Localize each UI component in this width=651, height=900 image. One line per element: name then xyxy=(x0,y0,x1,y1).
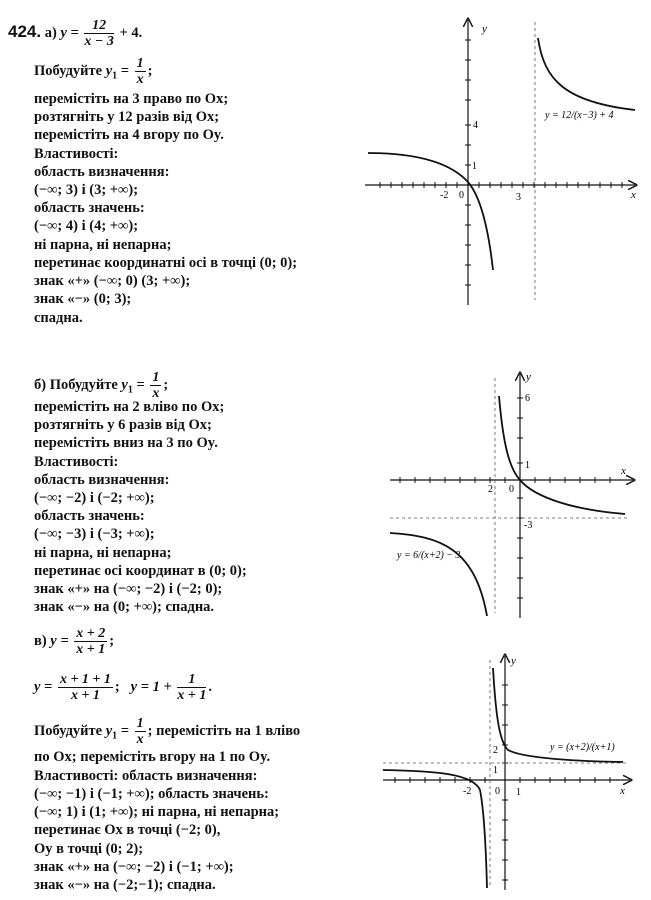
prop-line: область визначення: xyxy=(34,164,170,180)
prop-line: знак «−» на (−2;−1); спадна. xyxy=(34,877,216,893)
prop-line: по Ox; перемістіть вгору на 1 по Oy. xyxy=(34,749,271,765)
step-line: перемістіть вниз на 3 по Oy. xyxy=(34,435,218,451)
prop-line: область значень: xyxy=(34,200,145,216)
step-line: перемістіть на 3 право по Ox; xyxy=(34,91,229,107)
tick-label: 2 xyxy=(488,484,493,495)
tick-label: 0 xyxy=(509,484,514,495)
x-axis-label: x xyxy=(621,465,626,477)
tick-label: 2 xyxy=(493,745,498,756)
prop-line: область значень: xyxy=(34,508,145,524)
x-axis-label: x xyxy=(620,785,625,797)
graph-b xyxy=(385,368,645,623)
y-axis-label: y xyxy=(482,23,487,35)
tick-label: -2 xyxy=(440,190,449,201)
graph-c xyxy=(378,650,643,895)
prop-line: спадна. xyxy=(34,310,83,326)
part-c-build: Побудуйте $y_1$ = $\frac{1}{x}$ ; перемістіть на 1 вліво xyxy=(34,716,301,747)
tick-label: 1 xyxy=(493,765,498,776)
prop-line: ні парна, ні непарна; xyxy=(34,237,172,253)
prop-line: знак «−» (0; 3); xyxy=(34,291,132,307)
exercise-number: 424. xyxy=(8,21,42,41)
prop-line: ні парна, ні непарна; xyxy=(34,545,172,561)
prop-line: (−∞; 1) і (1; +∞); ні парна, ні непарна; xyxy=(34,804,280,820)
prop-line: перетинає осі координат в (0; 0); xyxy=(34,563,247,579)
prop-line: Oy в точці (0; 2); xyxy=(34,841,144,857)
prop-line: область визначення: xyxy=(34,472,170,488)
y-axis-label: y xyxy=(526,371,531,383)
step-line: розтягніть у 12 разів від Ox; xyxy=(34,109,220,125)
step-line: розтягніть у 6 разів від Ox; xyxy=(34,417,212,433)
prop-line: Властивості: xyxy=(34,454,119,470)
curve-branch-left xyxy=(390,533,487,616)
tick-label: 3 xyxy=(516,192,521,203)
part-a-equation: 424. а) y = $\frac{12}{x - 3}$ + 4. xyxy=(8,18,143,49)
y-axis-label: y xyxy=(511,655,516,667)
curve-label: y = 6/(x+2) − 3 xyxy=(397,550,461,561)
step-line: перемістіть на 2 вліво по Ox; xyxy=(34,399,225,415)
curve-branch-right xyxy=(538,38,635,110)
tick-label: -3 xyxy=(524,520,533,531)
tick-label: 4 xyxy=(473,120,478,131)
curve-label: y = 12/(x−3) + 4 xyxy=(545,110,614,121)
tick-label: 1 xyxy=(516,787,521,798)
curve-branch-right xyxy=(499,396,625,514)
prop-line: Властивості: область визначення: xyxy=(34,768,258,784)
tick-label: 6 xyxy=(525,393,530,404)
graph-a xyxy=(360,10,645,310)
tick-label: 0 xyxy=(495,786,500,797)
prop-line: перетинає Ox в точці (−2; 0), xyxy=(34,822,221,838)
prop-line: (−∞; −2) і (−2; +∞); xyxy=(34,490,155,506)
tick-label: 1 xyxy=(472,161,477,172)
tick-label: 1 xyxy=(525,460,530,471)
tick-label: 0 xyxy=(459,190,464,201)
prop-line: перетинає координатні осі в точці (0; 0); xyxy=(34,255,298,271)
prop-line: знак «−» на (0; +∞); спадна. xyxy=(34,599,215,615)
prop-line: (−∞; 3) і (3; +∞); xyxy=(34,182,139,198)
fraction: $\frac{12}{x - 3}$ xyxy=(84,18,114,49)
tick-label: -2 xyxy=(463,786,472,797)
prop-line: (−∞; 4) і (4; +∞); xyxy=(34,218,139,234)
prop-line: знак «+» на (−∞; −2) і (−2; 0); xyxy=(34,581,223,597)
curve-label: y = (x+2)/(x+1) xyxy=(550,742,615,753)
prop-line: Властивості: xyxy=(34,146,119,162)
part-a-build: Побудуйте $y_1$ = $\frac{1}{x}$ ; xyxy=(34,56,153,87)
prop-line: знак «+» на (−∞; −2) і (−1; +∞); xyxy=(34,859,234,875)
x-axis-label: x xyxy=(631,189,636,201)
curve-branch-left xyxy=(383,770,487,888)
part-c-transform: y = $\frac{x + 1 + 1}{x + 1}$ ; y = 1 + $\frac{1}{x + 1}$ . xyxy=(34,672,212,703)
part-c-equation: в) y = $\frac{x + 2}{x + 1}$ ; xyxy=(34,626,115,657)
prop-line: (−∞; −1) і (−1; +∞); область значень: xyxy=(34,786,269,802)
prop-line: знак «+» (−∞; 0) (3; +∞); xyxy=(34,273,191,289)
prop-line: (−∞; −3) і (−3; +∞); xyxy=(34,526,155,542)
part-b-build: б) Побудуйте $y_1$ = $\frac{1}{x}$ ; xyxy=(34,370,169,401)
step-line: перемістіть на 4 вгору по Oy. xyxy=(34,127,224,143)
